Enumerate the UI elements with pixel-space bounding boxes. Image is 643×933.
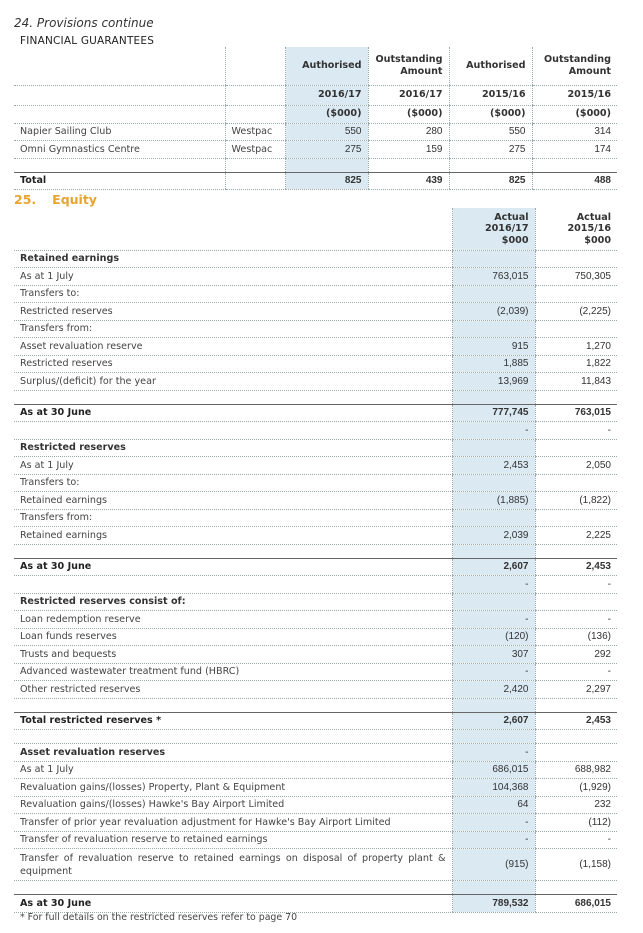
row-label: Restricted reserves (14, 303, 452, 321)
blank-row (14, 158, 617, 172)
value-2015-16: - (535, 663, 617, 681)
guarantee-label: Omni Gymnastics Centre (14, 141, 225, 159)
value-2015-16: (2,225) (535, 303, 617, 321)
guarantee-value: 550 (285, 123, 368, 141)
guarantee-value: 174 (532, 141, 617, 159)
value-2016-17: 1,885 (452, 355, 535, 373)
row-label: Advanced wastewater treatment fund (HBRC) (14, 663, 452, 681)
value-2016-17 (452, 250, 535, 268)
value-2016-17: 13,969 (452, 373, 535, 391)
table-row (14, 527, 617, 545)
total-row (14, 895, 617, 913)
table-row (14, 628, 617, 646)
value-2016-17: - (452, 663, 535, 681)
row-label: Restricted reserves (14, 355, 452, 373)
value-2016-17: 307 (452, 646, 535, 664)
value-2015-16 (535, 744, 617, 762)
total-value: 825 (449, 172, 532, 190)
value-2016-17: 2,039 (452, 527, 535, 545)
row-label: As at 1 July (14, 268, 452, 286)
row-label (14, 422, 452, 440)
table-row (14, 509, 617, 527)
row-label: Loan funds reserves (14, 628, 452, 646)
value-2015-16: (1,158) (535, 849, 617, 881)
col-actual-1516-l1: Actual (576, 211, 611, 223)
year-1: 2016/17 (285, 85, 368, 105)
table-row (14, 611, 617, 629)
year-2: 2016/17 (368, 85, 449, 105)
value-2016-17: - (452, 831, 535, 849)
value-2016-17 (452, 881, 535, 895)
value-2016-17 (452, 544, 535, 558)
row-label: Transfer of revaluation reserve to retained earnings (14, 831, 452, 849)
equity-header-row (14, 208, 617, 250)
guarantees-year-row (14, 85, 617, 105)
value-2015-16 (535, 698, 617, 712)
table-row (14, 457, 617, 475)
value-2015-16: 686,015 (535, 895, 617, 913)
guarantees-header-row (14, 47, 617, 85)
col-actual-1516-l3: $000 (584, 234, 611, 246)
guarantees-unit-row (14, 105, 617, 123)
table-row (14, 123, 617, 141)
table-row (14, 285, 617, 303)
section-header-row (14, 439, 617, 457)
col-actual-1617-l1: Actual (494, 211, 529, 223)
table-row (14, 492, 617, 510)
value-2016-17: (120) (452, 628, 535, 646)
value-2016-17: 915 (452, 338, 535, 356)
footnote: * For full details on the restricted reserves refer to page 70 (20, 912, 298, 923)
value-2015-16: 1,270 (535, 338, 617, 356)
value-2016-17: 104,368 (452, 779, 535, 797)
value-2016-17: - (452, 611, 535, 629)
row-label: Surplus/(deficit) for the year (14, 373, 452, 391)
equity-rows (14, 250, 617, 912)
value-2016-17 (452, 390, 535, 404)
value-2015-16: 232 (535, 796, 617, 814)
value-2015-16: - (535, 831, 617, 849)
value-2015-16: 763,015 (535, 404, 617, 422)
value-2015-16: 688,982 (535, 761, 617, 779)
table-row (14, 355, 617, 373)
guarantees-total-row (14, 172, 617, 190)
value-2015-16: (1,822) (535, 492, 617, 510)
col-actual-1617-l3: $000 (501, 234, 529, 246)
row-label: Transfer of prior year revaluation adjustment for Hawke's Bay Airport Limited (14, 814, 452, 832)
value-2016-17: - (452, 744, 535, 762)
guarantee-value: 275 (285, 141, 368, 159)
value-2016-17 (452, 593, 535, 611)
unit-3: ($000) (449, 105, 532, 123)
value-2016-17 (452, 285, 535, 303)
row-label: Trusts and bequests (14, 646, 452, 664)
guarantee-value: 314 (532, 123, 617, 141)
table-row (14, 141, 617, 159)
value-2016-17: - (452, 814, 535, 832)
value-2015-16: 1,822 (535, 355, 617, 373)
value-2015-16: (112) (535, 814, 617, 832)
row-label: As at 1 July (14, 761, 452, 779)
value-2016-17: 2,607 (452, 558, 535, 576)
col-outstanding-1516: Outstanding Amount (532, 47, 617, 85)
table-row (14, 779, 617, 797)
col-outstanding-1617: Outstanding Amount (368, 47, 449, 85)
value-2015-16: 750,305 (535, 268, 617, 286)
year-3: 2015/16 (449, 85, 532, 105)
value-2016-17: (1,885) (452, 492, 535, 510)
value-2015-16 (535, 881, 617, 895)
section-25-number: 25. (14, 192, 37, 207)
value-2015-16 (535, 730, 617, 744)
total-value: 488 (532, 172, 617, 190)
value-2016-17: (2,039) (452, 303, 535, 321)
guarantee-value: 159 (368, 141, 449, 159)
col-actual-1617-l2: 2016/17 (484, 223, 529, 234)
guarantee-bank: Westpac (225, 141, 285, 159)
col-actual-1516-l2: 2015/16 (567, 223, 611, 234)
value-2015-16 (535, 250, 617, 268)
financial-guarantees-heading: FINANCIAL GUARANTEES (20, 35, 155, 47)
table-row (14, 796, 617, 814)
total-row (14, 558, 617, 576)
guarantee-value: 275 (449, 141, 532, 159)
row-label: Asset revaluation reserves (14, 744, 452, 762)
row-label: As at 1 July (14, 457, 452, 475)
value-2015-16: 2,453 (535, 712, 617, 730)
blank-row (14, 544, 617, 558)
value-2016-17: 2,607 (452, 712, 535, 730)
value-2015-16: - (535, 611, 617, 629)
row-label: Transfer of revaluation reserve to retained earnings on disposal of property plant & equipment (14, 849, 452, 881)
value-2015-16 (535, 439, 617, 457)
value-2016-17: - (452, 576, 535, 594)
table-row (14, 576, 617, 594)
row-label: As at 30 June (14, 404, 452, 422)
value-2016-17: 789,532 (452, 895, 535, 913)
row-label: Restricted reserves (14, 439, 452, 457)
value-2015-16: - (535, 422, 617, 440)
total-row (14, 712, 617, 730)
row-label: Restricted reserves consist of: (14, 593, 452, 611)
row-label (14, 576, 452, 594)
blank-row (14, 730, 617, 744)
table-row (14, 831, 617, 849)
value-2015-16: 2,453 (535, 558, 617, 576)
col-authorised-1516: Authorised (449, 47, 532, 85)
guarantee-value: 280 (368, 123, 449, 141)
value-2015-16: (136) (535, 628, 617, 646)
row-label: Transfers to: (14, 285, 452, 303)
row-label: Revaluation gains/(losses) Hawke's Bay Airport Limited (14, 796, 452, 814)
value-2016-17 (452, 509, 535, 527)
table-row (14, 320, 617, 338)
section-header-row (14, 593, 617, 611)
table-row (14, 849, 617, 881)
table-row (14, 338, 617, 356)
row-label: Total restricted reserves * (14, 712, 452, 730)
value-2015-16 (535, 509, 617, 527)
row-label (14, 390, 452, 404)
section-24-heading: 24. Provisions continue (14, 16, 154, 30)
table-row (14, 268, 617, 286)
value-2016-17: 2,420 (452, 681, 535, 699)
table-row (14, 681, 617, 699)
row-label: Retained earnings (14, 250, 452, 268)
table-row (14, 422, 617, 440)
value-2015-16: - (535, 576, 617, 594)
table-row (14, 761, 617, 779)
value-2016-17: 64 (452, 796, 535, 814)
row-label: Other restricted reserves (14, 681, 452, 699)
total-value: 825 (285, 172, 368, 190)
value-2016-17 (452, 730, 535, 744)
row-label: Retained earnings (14, 527, 452, 545)
row-label: Transfers from: (14, 320, 452, 338)
total-label: Total (14, 172, 225, 190)
total-value: 439 (368, 172, 449, 190)
value-2016-17: (915) (452, 849, 535, 881)
value-2015-16 (535, 544, 617, 558)
financial-guarantees-table (14, 47, 617, 190)
value-2016-17 (452, 474, 535, 492)
value-2015-16 (535, 320, 617, 338)
row-label: Revaluation gains/(losses) Property, Plant & Equipment (14, 779, 452, 797)
unit-2: ($000) (368, 105, 449, 123)
value-2016-17: 777,745 (452, 404, 535, 422)
value-2016-17 (452, 320, 535, 338)
total-row (14, 404, 617, 422)
unit-1: ($000) (285, 105, 368, 123)
year-4: 2015/16 (532, 85, 617, 105)
row-label: Transfers from: (14, 509, 452, 527)
section-header-row (14, 744, 617, 762)
value-2015-16 (535, 285, 617, 303)
row-label: Asset revaluation reserve (14, 338, 452, 356)
table-row (14, 303, 617, 321)
value-2015-16: 11,843 (535, 373, 617, 391)
col-actual-1516 (535, 208, 617, 250)
value-2015-16: 2,225 (535, 527, 617, 545)
row-label (14, 881, 452, 895)
value-2015-16: 2,297 (535, 681, 617, 699)
blank-row (14, 390, 617, 404)
guarantee-label: Napier Sailing Club (14, 123, 225, 141)
section-25-heading (14, 192, 97, 207)
unit-4: ($000) (532, 105, 617, 123)
table-row (14, 663, 617, 681)
col-actual-1617 (452, 208, 535, 250)
row-label: As at 30 June (14, 895, 452, 913)
value-2016-17 (452, 439, 535, 457)
row-label (14, 698, 452, 712)
value-2015-16 (535, 474, 617, 492)
value-2015-16: 2,050 (535, 457, 617, 475)
value-2015-16: 292 (535, 646, 617, 664)
row-label: Transfers to: (14, 474, 452, 492)
table-row (14, 474, 617, 492)
guarantee-value: 550 (449, 123, 532, 141)
value-2016-17: 686,015 (452, 761, 535, 779)
row-label (14, 544, 452, 558)
value-2015-16 (535, 593, 617, 611)
table-row (14, 373, 617, 391)
table-row (14, 814, 617, 832)
value-2016-17: 2,453 (452, 457, 535, 475)
row-label: Retained earnings (14, 492, 452, 510)
row-label (14, 730, 452, 744)
equity-table (14, 208, 617, 913)
row-label: Loan redemption reserve (14, 611, 452, 629)
blank-row (14, 881, 617, 895)
value-2015-16: (1,929) (535, 779, 617, 797)
guarantee-bank: Westpac (225, 123, 285, 141)
value-2016-17: - (452, 422, 535, 440)
section-header-row (14, 250, 617, 268)
row-label: As at 30 June (14, 558, 452, 576)
col-authorised-1617: Authorised (285, 47, 368, 85)
section-25-title: Equity (52, 192, 97, 207)
value-2015-16 (535, 390, 617, 404)
table-row (14, 646, 617, 664)
value-2016-17 (452, 698, 535, 712)
value-2016-17: 763,015 (452, 268, 535, 286)
blank-row (14, 698, 617, 712)
